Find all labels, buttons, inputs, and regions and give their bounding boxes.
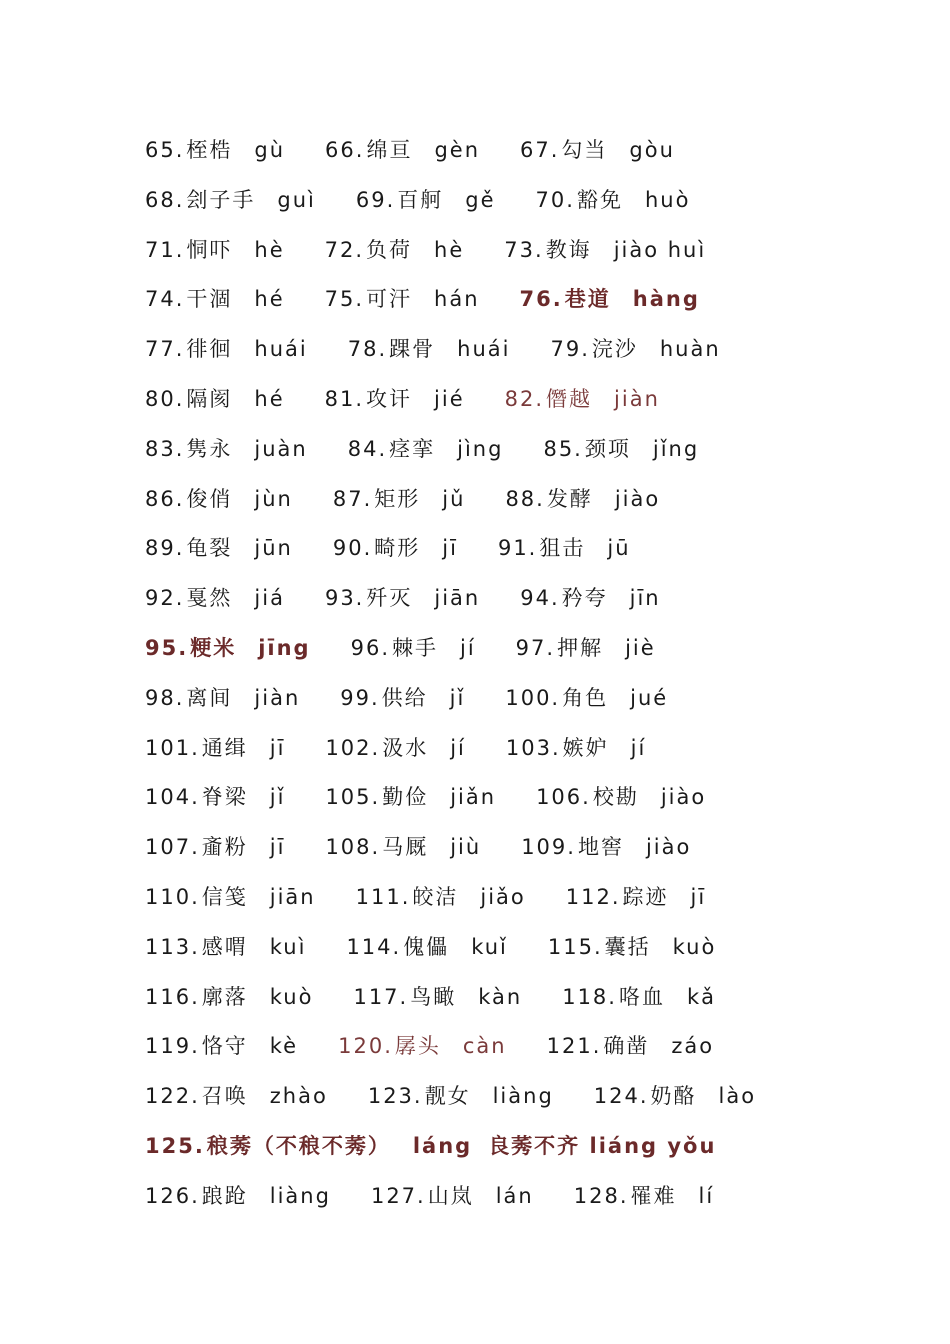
item-number: 95. xyxy=(145,635,189,660)
item-number: 106. xyxy=(536,785,591,810)
item-pinyin: jīng xyxy=(258,635,311,660)
vocab-line xyxy=(145,930,925,980)
vocab-item xyxy=(504,233,706,267)
vocab-item xyxy=(145,581,285,615)
item-pinyin: jiǎn xyxy=(450,785,497,810)
item-pinyin: jiá xyxy=(254,586,285,611)
vocab-item xyxy=(505,681,668,715)
item-word: 离间 xyxy=(186,685,233,710)
item-pinyin: lào xyxy=(718,1084,757,1109)
item-word: 可汗 xyxy=(366,287,413,312)
item-pinyin: jī xyxy=(269,835,286,860)
item-number: 73. xyxy=(504,237,544,262)
item-word: 俊俏 xyxy=(186,486,233,511)
vocab-line xyxy=(145,581,925,631)
item-pinyin: hè xyxy=(434,237,465,262)
vocab-item xyxy=(145,780,285,814)
vocab-item xyxy=(543,432,699,466)
vocab-line xyxy=(145,531,925,581)
vocab-item xyxy=(145,631,311,665)
item-number: 116. xyxy=(145,984,200,1009)
item-word: 矩形 xyxy=(374,486,421,511)
item-number: 114. xyxy=(346,934,402,959)
vocab-item xyxy=(145,1179,331,1213)
vocab-item xyxy=(325,382,465,416)
item-word: 恫吓 xyxy=(186,237,233,262)
item-word: 踪迹 xyxy=(622,884,669,909)
item-number: 74. xyxy=(145,287,185,312)
vocab-item xyxy=(145,432,308,466)
item-word: 感喟 xyxy=(201,934,248,959)
item-number: 71. xyxy=(145,237,185,262)
vocab-item xyxy=(145,482,293,516)
vocab-item xyxy=(325,731,465,765)
item-pinyin: láng xyxy=(412,1133,473,1158)
vocab-line xyxy=(145,731,925,781)
item-pinyin: jū xyxy=(607,536,631,561)
item-word: 颈项 xyxy=(584,436,631,461)
item-pinyin: jùn xyxy=(254,486,293,511)
item-pinyin: jī xyxy=(269,735,286,760)
item-pinyin: kuì xyxy=(269,934,307,959)
item-pinyin: kuǐ xyxy=(471,934,508,959)
item-word: 鸟瞰 xyxy=(410,984,457,1009)
item-pinyin: jiàn xyxy=(254,685,301,710)
item-number: 92. xyxy=(145,586,185,611)
item-pinyin: jīn xyxy=(629,586,661,611)
vocab-item xyxy=(145,830,285,864)
item-pinyin: jǔ xyxy=(442,486,466,511)
item-word: 教诲 xyxy=(545,237,592,262)
item-number: 127. xyxy=(370,1183,426,1208)
item-number: 75. xyxy=(324,287,365,312)
item-pinyin: jìng xyxy=(457,436,504,461)
vocab-item xyxy=(356,183,496,217)
item-number: 123. xyxy=(367,1084,423,1109)
item-number: 89. xyxy=(145,536,185,561)
vocab-item xyxy=(520,581,660,615)
item-number: 85. xyxy=(543,436,583,461)
item-word: 孱头 xyxy=(394,1034,441,1059)
item-pinyin: jué xyxy=(630,685,669,710)
item-number: 126. xyxy=(145,1183,200,1208)
item-word: 傀儡 xyxy=(403,934,450,959)
vocab-item xyxy=(145,133,285,167)
vocab-line xyxy=(145,332,925,382)
item-word: 干涸 xyxy=(186,287,233,312)
item-number: 101. xyxy=(145,735,200,760)
vocab-line xyxy=(145,1179,925,1229)
item-number: 103. xyxy=(505,735,561,760)
item-word: 畸形 xyxy=(374,536,421,561)
item-word: 歼灭 xyxy=(366,586,413,611)
item-word: 发酵 xyxy=(546,486,593,511)
item-word: 供给 xyxy=(381,685,428,710)
item-number: 112. xyxy=(565,884,621,909)
item-word: 负荷 xyxy=(366,237,413,262)
item-word: 刽子手 xyxy=(186,187,256,212)
item-number: 76. xyxy=(519,287,563,312)
vocab-item xyxy=(520,282,700,316)
item-number: 113. xyxy=(145,934,200,959)
item-number: 80. xyxy=(145,386,185,411)
vocab-line xyxy=(145,830,925,880)
vocab-item xyxy=(145,880,316,914)
item-number: 72. xyxy=(324,237,365,262)
item-word: 踉跄 xyxy=(201,1183,248,1208)
vocab-item xyxy=(371,1179,534,1213)
item-pinyin: jūn xyxy=(254,536,293,561)
item-extra: 良莠不齐 liáng yǒu xyxy=(488,1133,717,1158)
item-number: 104. xyxy=(145,785,200,810)
item-number: 93. xyxy=(324,586,365,611)
item-pinyin: jiào xyxy=(660,785,707,810)
item-number: 115. xyxy=(547,934,603,959)
item-number: 102. xyxy=(325,735,381,760)
item-number: 65. xyxy=(145,138,185,162)
item-pinyin: jī xyxy=(690,884,707,909)
item-number: 122. xyxy=(145,1084,200,1109)
item-word: 龟裂 xyxy=(186,536,233,561)
item-number: 97. xyxy=(515,635,556,660)
vocab-item xyxy=(340,681,465,715)
vocab-item xyxy=(145,1079,328,1113)
item-word: 僭越 xyxy=(546,386,593,411)
item-number: 82. xyxy=(504,386,545,411)
item-number: 110. xyxy=(145,884,200,909)
item-number: 107. xyxy=(145,835,200,860)
vocab-item xyxy=(548,930,716,964)
vocab-item xyxy=(520,133,675,167)
item-number: 125. xyxy=(145,1133,205,1158)
item-word: 信笺 xyxy=(201,884,248,909)
vocab-line xyxy=(145,1029,925,1079)
vocab-item xyxy=(536,780,706,814)
item-number: 96. xyxy=(350,635,390,660)
item-word: 徘徊 xyxy=(186,337,233,362)
item-pinyin: lán xyxy=(495,1183,534,1208)
item-word: 巷道 xyxy=(564,287,611,312)
item-pinyin: jiào xyxy=(614,486,661,511)
item-pinyin: jiào xyxy=(645,835,692,860)
item-word: 山岚 xyxy=(427,1183,474,1208)
item-pinyin: zhào xyxy=(269,1084,328,1109)
vocab-item xyxy=(325,282,480,316)
item-word: 绵亘 xyxy=(366,138,413,162)
vocab-item xyxy=(325,233,465,267)
item-word: 马厩 xyxy=(382,835,429,860)
vocab-item xyxy=(145,332,308,366)
item-word: 粳米 xyxy=(190,635,237,660)
item-pinyin: kè xyxy=(269,1034,299,1059)
item-pinyin: jǐ xyxy=(449,685,466,710)
item-pinyin: jiù xyxy=(450,835,482,860)
vocab-item xyxy=(506,731,646,765)
item-pinyin: hé xyxy=(254,287,285,312)
item-number: 66. xyxy=(325,138,365,162)
vocab-item xyxy=(145,980,313,1014)
item-pinyin: gě xyxy=(465,187,496,212)
item-word: 稂莠（不稂不莠） xyxy=(206,1133,391,1158)
item-pinyin: gèn xyxy=(434,138,481,162)
item-pinyin: liàng xyxy=(492,1084,554,1109)
item-pinyin: hé xyxy=(254,386,285,411)
item-number: 70. xyxy=(535,187,575,212)
item-word: 奶酪 xyxy=(650,1084,697,1109)
item-word: 召唤 xyxy=(201,1084,248,1109)
item-pinyin: jí xyxy=(450,735,466,760)
item-number: 109. xyxy=(521,835,576,860)
item-pinyin: huái xyxy=(254,337,308,362)
item-pinyin: gù xyxy=(254,138,286,162)
item-pinyin: jiān xyxy=(269,884,316,909)
item-number: 124. xyxy=(593,1084,649,1109)
vocab-item xyxy=(566,880,706,914)
item-word: 嫉妒 xyxy=(562,735,609,760)
item-pinyin: jiān xyxy=(434,586,481,611)
item-number: 91. xyxy=(497,536,538,561)
item-pinyin: huàn xyxy=(659,337,721,362)
item-pinyin: huò xyxy=(644,187,691,212)
item-pinyin: jiǎo xyxy=(480,884,526,909)
vocab-line xyxy=(145,233,925,283)
item-pinyin: jí xyxy=(630,735,647,760)
vocab-item xyxy=(145,233,285,267)
item-word: 押解 xyxy=(557,635,604,660)
item-pinyin: jiào huì xyxy=(613,237,707,262)
item-word: 豁免 xyxy=(576,187,623,212)
item-pinyin: lí xyxy=(698,1183,715,1208)
item-pinyin: záo xyxy=(671,1034,715,1059)
item-pinyin: jǐng xyxy=(652,436,700,461)
vocab-item xyxy=(536,183,691,217)
item-word: 矜夸 xyxy=(561,586,608,611)
vocab-line xyxy=(145,1079,925,1129)
item-pinyin: kuò xyxy=(269,984,314,1009)
item-number: 119. xyxy=(145,1034,200,1059)
item-word: 百舸 xyxy=(397,187,444,212)
item-number: 69. xyxy=(355,187,396,212)
item-word: 廓落 xyxy=(201,984,248,1009)
vocab-item xyxy=(145,1129,716,1163)
vocab-item xyxy=(498,531,631,565)
item-word: 攻讦 xyxy=(366,386,413,411)
item-pinyin: hàng xyxy=(632,287,700,312)
vocab-item xyxy=(145,731,285,765)
item-number: 99. xyxy=(340,685,380,710)
item-pinyin: càn xyxy=(462,1034,507,1059)
item-number: 94. xyxy=(520,586,560,611)
item-word: 勤俭 xyxy=(382,785,429,810)
vocab-line xyxy=(145,432,925,482)
item-number: 120. xyxy=(338,1034,393,1059)
item-number: 68. xyxy=(145,187,185,212)
item-word: 囊括 xyxy=(604,934,651,959)
item-word: 桎梏 xyxy=(186,138,233,162)
item-word: 痉挛 xyxy=(389,436,436,461)
item-pinyin: gòu xyxy=(629,138,675,162)
item-word: 踝骨 xyxy=(389,337,436,362)
vocab-line xyxy=(145,681,925,731)
item-word: 隽永 xyxy=(186,436,233,461)
vocab-item xyxy=(348,332,511,366)
item-pinyin: liàng xyxy=(269,1183,331,1208)
vocab-item xyxy=(338,1029,507,1063)
item-number: 117. xyxy=(353,984,409,1009)
vocab-line xyxy=(145,282,925,332)
item-word: 勾当 xyxy=(561,138,608,162)
item-pinyin: jiè xyxy=(625,635,656,660)
item-number: 79. xyxy=(550,337,590,362)
vocab-line xyxy=(145,183,925,233)
item-pinyin: jī xyxy=(442,536,458,561)
vocab-item xyxy=(550,332,720,366)
vocab-item xyxy=(356,880,526,914)
item-word: 恪守 xyxy=(201,1034,248,1059)
vocab-item xyxy=(333,531,458,565)
item-word: 戛然 xyxy=(186,586,233,611)
vocab-item xyxy=(505,482,660,516)
vocab-item xyxy=(516,631,656,665)
vocab-item xyxy=(325,830,481,864)
vocab-item xyxy=(521,830,691,864)
vocab-item xyxy=(562,980,716,1014)
vocab-item xyxy=(333,482,466,516)
item-word: 齑粉 xyxy=(201,835,248,860)
item-word: 棘手 xyxy=(392,635,438,660)
vocab-item xyxy=(145,282,285,316)
item-word: 脊梁 xyxy=(201,785,248,810)
item-pinyin: kuò xyxy=(672,934,717,959)
item-number: 81. xyxy=(324,386,365,411)
vocab-item xyxy=(547,1029,715,1063)
item-word: 隔阂 xyxy=(186,386,233,411)
vocab-item xyxy=(368,1079,554,1113)
vocab-item xyxy=(353,980,522,1014)
vocab-item xyxy=(348,432,504,466)
item-number: 84. xyxy=(347,436,388,461)
item-pinyin: jǐ xyxy=(269,785,286,810)
item-number: 100. xyxy=(505,685,561,710)
vocab-item xyxy=(574,1179,714,1213)
item-word: 皎洁 xyxy=(412,884,459,909)
item-word: 确凿 xyxy=(603,1034,650,1059)
item-number: 118. xyxy=(562,984,617,1009)
item-number: 121. xyxy=(546,1034,602,1059)
item-number: 78. xyxy=(347,337,388,362)
vocab-item xyxy=(325,133,480,167)
vocab-item xyxy=(145,930,306,964)
item-number: 83. xyxy=(145,436,185,461)
item-word: 角色 xyxy=(562,685,609,710)
vocab-line xyxy=(145,880,925,930)
vocab-line xyxy=(145,382,925,432)
item-pinyin: jiàn xyxy=(614,386,660,411)
vocab-item xyxy=(325,780,496,814)
item-number: 105. xyxy=(325,785,381,810)
vocab-line xyxy=(145,1129,925,1179)
vocab-item xyxy=(351,631,476,665)
vocab-item xyxy=(346,930,507,964)
item-number: 67. xyxy=(520,138,560,162)
vocabulary-list xyxy=(145,133,925,1229)
vocab-item xyxy=(325,581,480,615)
vocab-line xyxy=(145,631,925,681)
item-number: 108. xyxy=(325,835,381,860)
item-number: 88. xyxy=(505,486,545,511)
item-word: 浣沙 xyxy=(591,337,638,362)
item-word: 地窖 xyxy=(577,835,624,860)
vocab-line xyxy=(145,980,925,1030)
item-number: 98. xyxy=(145,685,185,710)
item-word: 狙击 xyxy=(539,536,586,561)
item-number: 77. xyxy=(145,337,185,362)
item-pinyin: jí xyxy=(460,635,476,660)
item-number: 128. xyxy=(573,1183,629,1208)
item-pinyin: hè xyxy=(254,237,285,262)
vocab-item xyxy=(505,382,660,416)
item-pinyin: jié xyxy=(434,386,465,411)
item-pinyin: guì xyxy=(277,187,316,212)
vocab-line xyxy=(145,133,925,183)
item-number: 90. xyxy=(332,536,373,561)
item-pinyin: hán xyxy=(434,287,480,312)
item-number: 111. xyxy=(355,884,411,909)
item-pinyin: huái xyxy=(457,337,511,362)
vocab-item xyxy=(145,681,300,715)
vocab-item xyxy=(145,531,293,565)
item-word: 罹难 xyxy=(630,1183,677,1208)
vocab-item xyxy=(594,1079,756,1113)
vocab-line xyxy=(145,780,925,830)
item-word: 汲水 xyxy=(382,735,429,760)
item-pinyin: kǎ xyxy=(686,984,716,1009)
item-pinyin: kàn xyxy=(478,984,523,1009)
item-word: 靓女 xyxy=(424,1084,471,1109)
item-pinyin: juàn xyxy=(254,436,308,461)
vocab-line xyxy=(145,482,925,532)
vocab-item xyxy=(145,382,285,416)
item-number: 86. xyxy=(145,486,185,511)
vocab-item xyxy=(145,183,316,217)
vocab-item xyxy=(145,1029,298,1063)
item-word: 咯血 xyxy=(618,984,665,1009)
item-number: 87. xyxy=(332,486,373,511)
item-word: 校勘 xyxy=(592,785,639,810)
item-word: 通缉 xyxy=(201,735,248,760)
